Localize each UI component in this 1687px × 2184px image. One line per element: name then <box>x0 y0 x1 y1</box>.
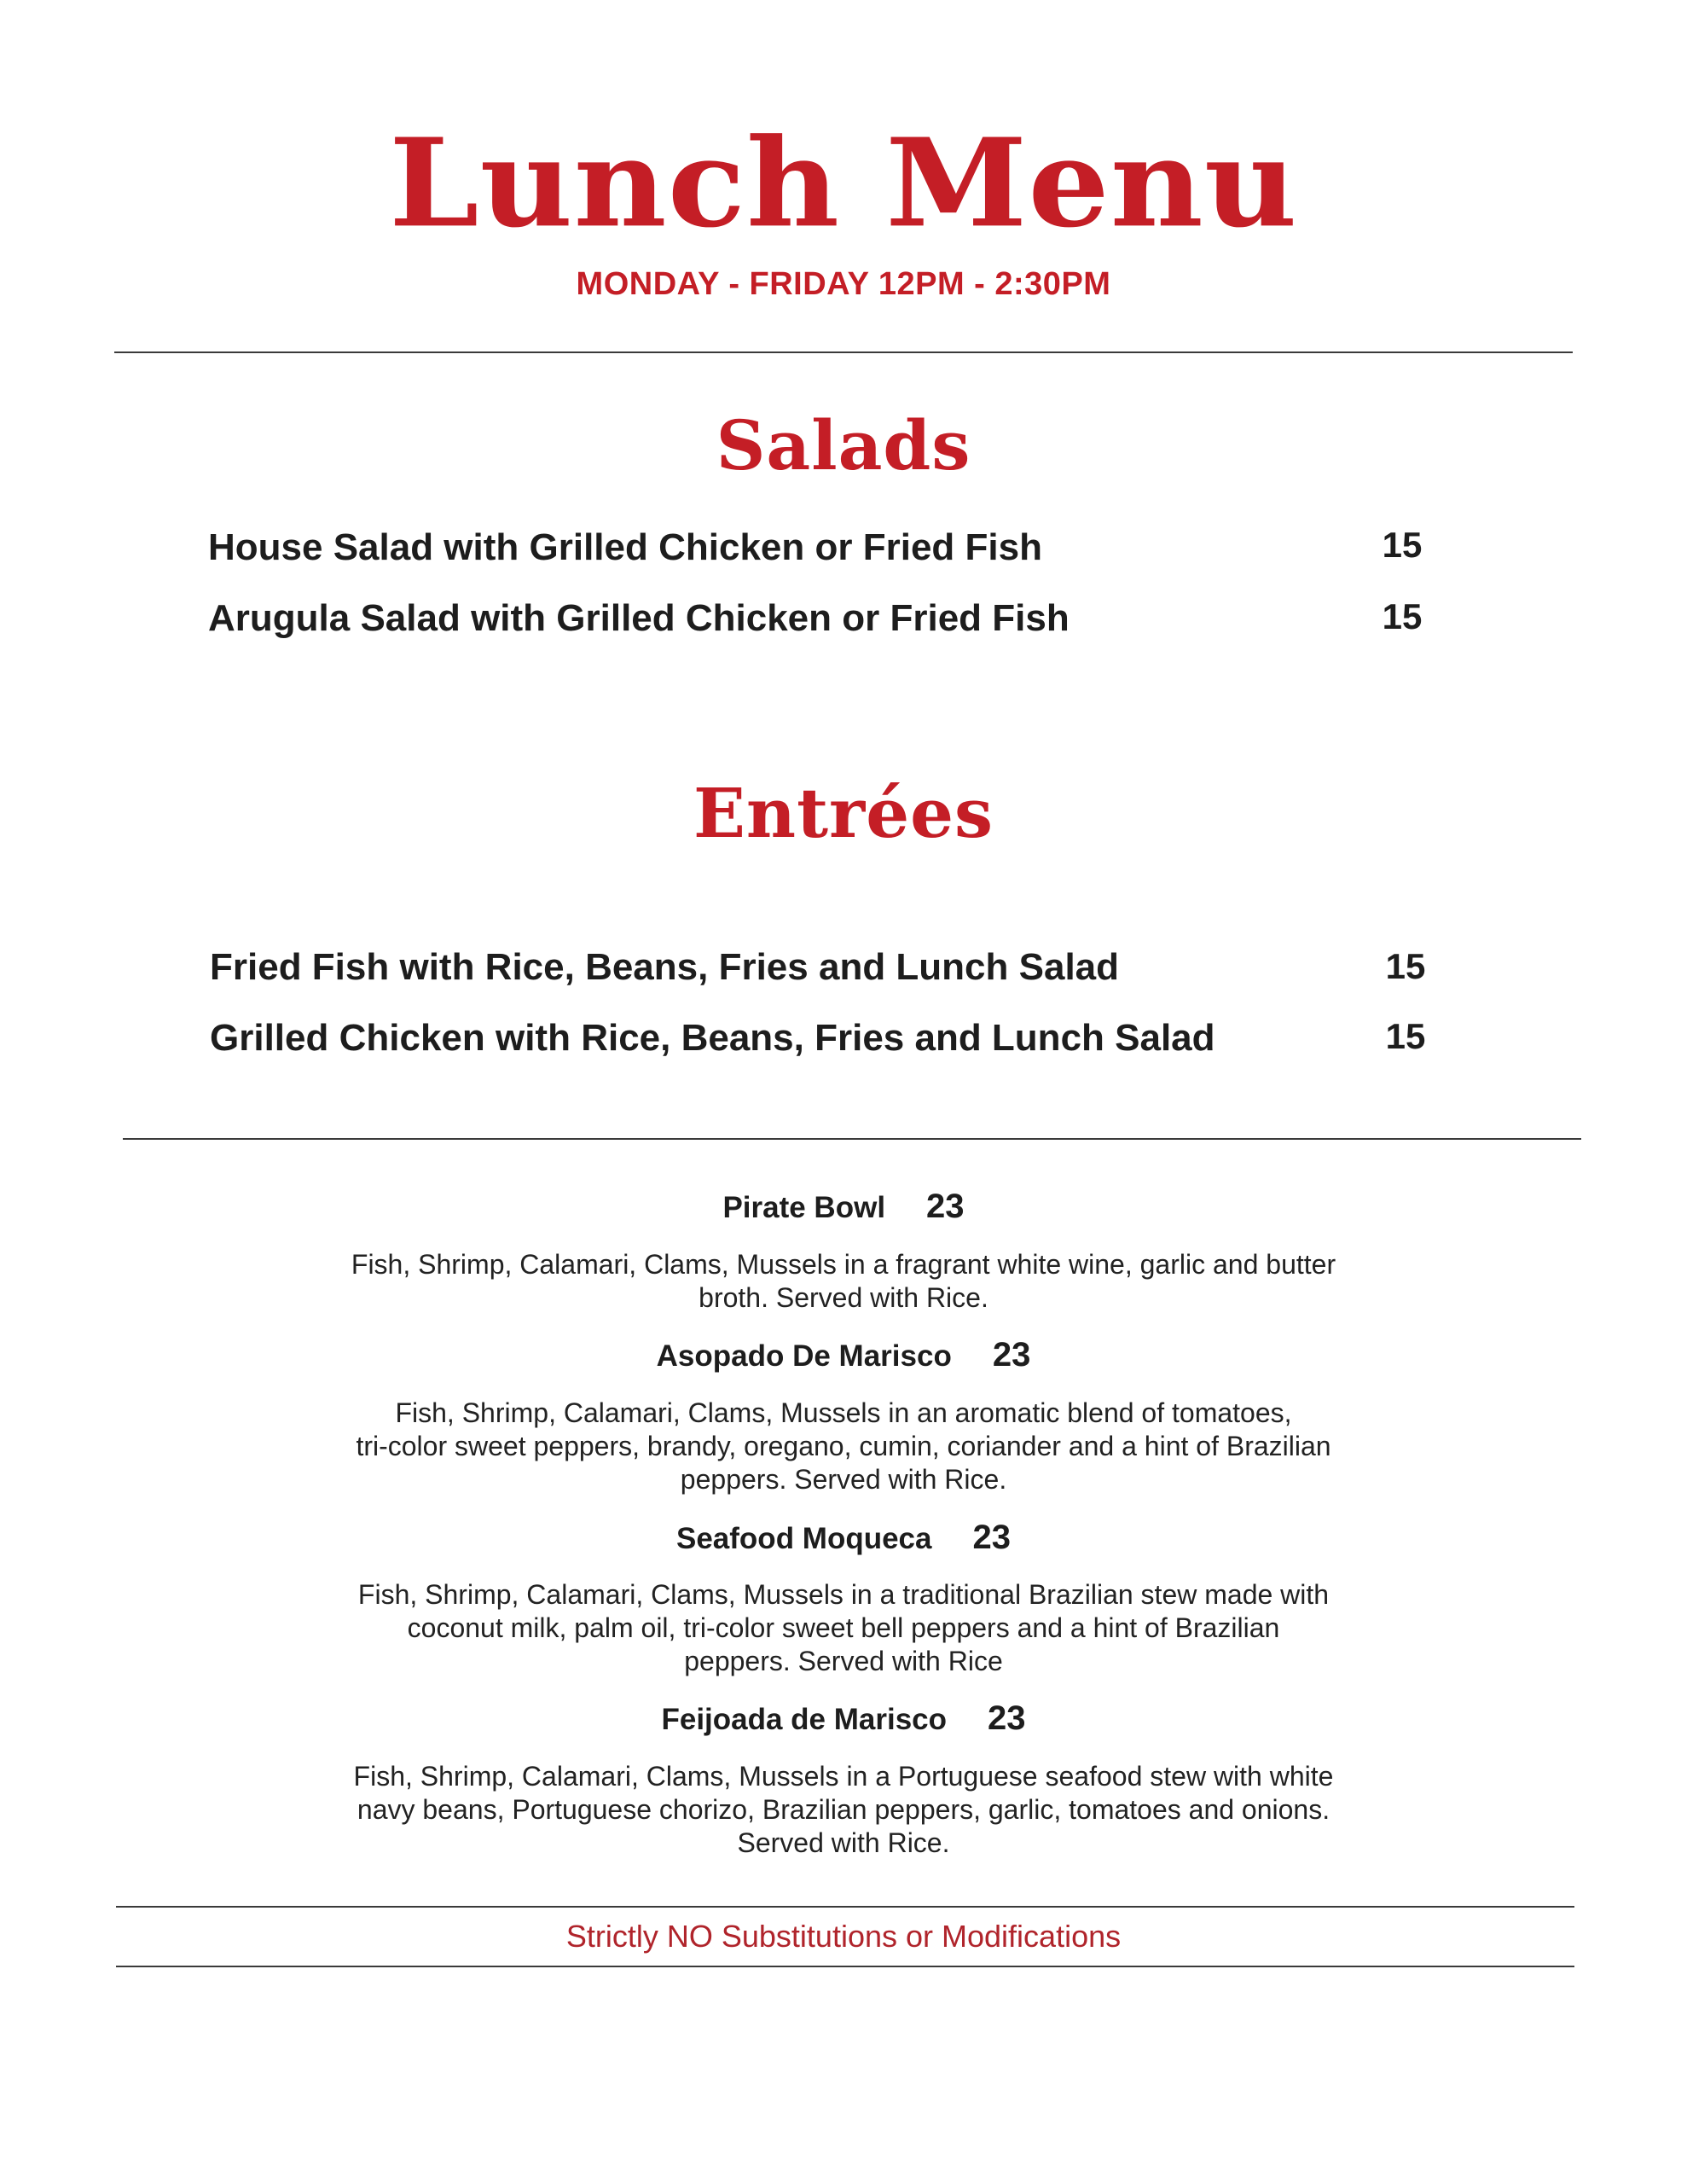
special-price: 23 <box>988 1699 1026 1737</box>
special-name: Feijoada de Marisco <box>661 1703 948 1736</box>
salad-item-price: 15 <box>1382 525 1423 565</box>
salad-item-name: Arugula Salad with Grilled Chicken or Fried Fish <box>208 597 1070 639</box>
special-description <box>332 1397 1355 1496</box>
special-price: 23 <box>926 1188 965 1225</box>
description-line: Fish, Shrimp, Calamari, Clams, Mussels in a Portuguese seafood stew with white <box>353 1761 1334 1792</box>
special-title <box>0 1336 1687 1374</box>
page-title: Lunch Menu <box>389 112 1298 255</box>
divider <box>123 1138 1581 1140</box>
description-line: coconut milk, palm oil, tri-color sweet bell peppers and a hint of Brazilian <box>407 1612 1280 1643</box>
special-name: Asopado De Marisco <box>656 1339 952 1373</box>
entree-item-price: 15 <box>1385 946 1426 986</box>
description-line: peppers. Served with Rice. <box>680 1464 1007 1495</box>
special-title <box>0 1699 1687 1738</box>
special-price: 23 <box>972 1519 1011 1556</box>
special-name: Pirate Bowl <box>722 1191 886 1224</box>
salad-item-price: 15 <box>1382 596 1423 636</box>
description-line: peppers. Served with Rice <box>684 1646 1003 1676</box>
description-line: navy beans, Portuguese chorizo, Brazilian peppers, garlic, tomatoes and onions. <box>357 1794 1330 1825</box>
description-line: Served with Rice. <box>737 1827 950 1858</box>
entrees-heading: Entrées <box>693 773 994 853</box>
special-description <box>332 1760 1355 1860</box>
description-line: tri-color sweet peppers, brandy, oregano, cumin, coriander and a hint of Brazilian <box>356 1431 1331 1461</box>
service-hours: MONDAY - FRIDAY 12PM - 2:30PM <box>576 266 1111 302</box>
special-description <box>332 1578 1355 1678</box>
special-price: 23 <box>992 1336 1031 1374</box>
salad-item-name: House Salad with Grilled Chicken or Fried Fish <box>208 526 1042 568</box>
description-line: broth. Served with Rice. <box>699 1282 988 1313</box>
entree-item-name: Fried Fish with Rice, Beans, Fries and Lunch Salad <box>210 946 1120 988</box>
special-name: Seafood Moqueca <box>676 1522 932 1555</box>
special-title <box>0 1519 1687 1557</box>
substitution-notice: Strictly NO Substitutions or Modifications <box>565 1919 1122 1954</box>
description-line: Fish, Shrimp, Calamari, Clams, Mussels in a fragrant white wine, garlic and butter <box>351 1249 1336 1280</box>
divider <box>114 351 1573 353</box>
entree-item-name: Grilled Chicken with Rice, Beans, Fries and Lunch Salad <box>210 1017 1215 1059</box>
entree-item-price: 15 <box>1385 1016 1426 1056</box>
description-line: Fish, Shrimp, Calamari, Clams, Mussels in an aromatic blend of tomatoes, <box>395 1397 1292 1428</box>
special-title <box>0 1188 1687 1226</box>
divider <box>116 1966 1574 1967</box>
special-description <box>332 1248 1355 1315</box>
description-line: Fish, Shrimp, Calamari, Clams, Mussels in a traditional Brazilian stew made with <box>357 1579 1330 1610</box>
salads-heading: Salads <box>716 405 971 485</box>
divider <box>116 1906 1574 1908</box>
